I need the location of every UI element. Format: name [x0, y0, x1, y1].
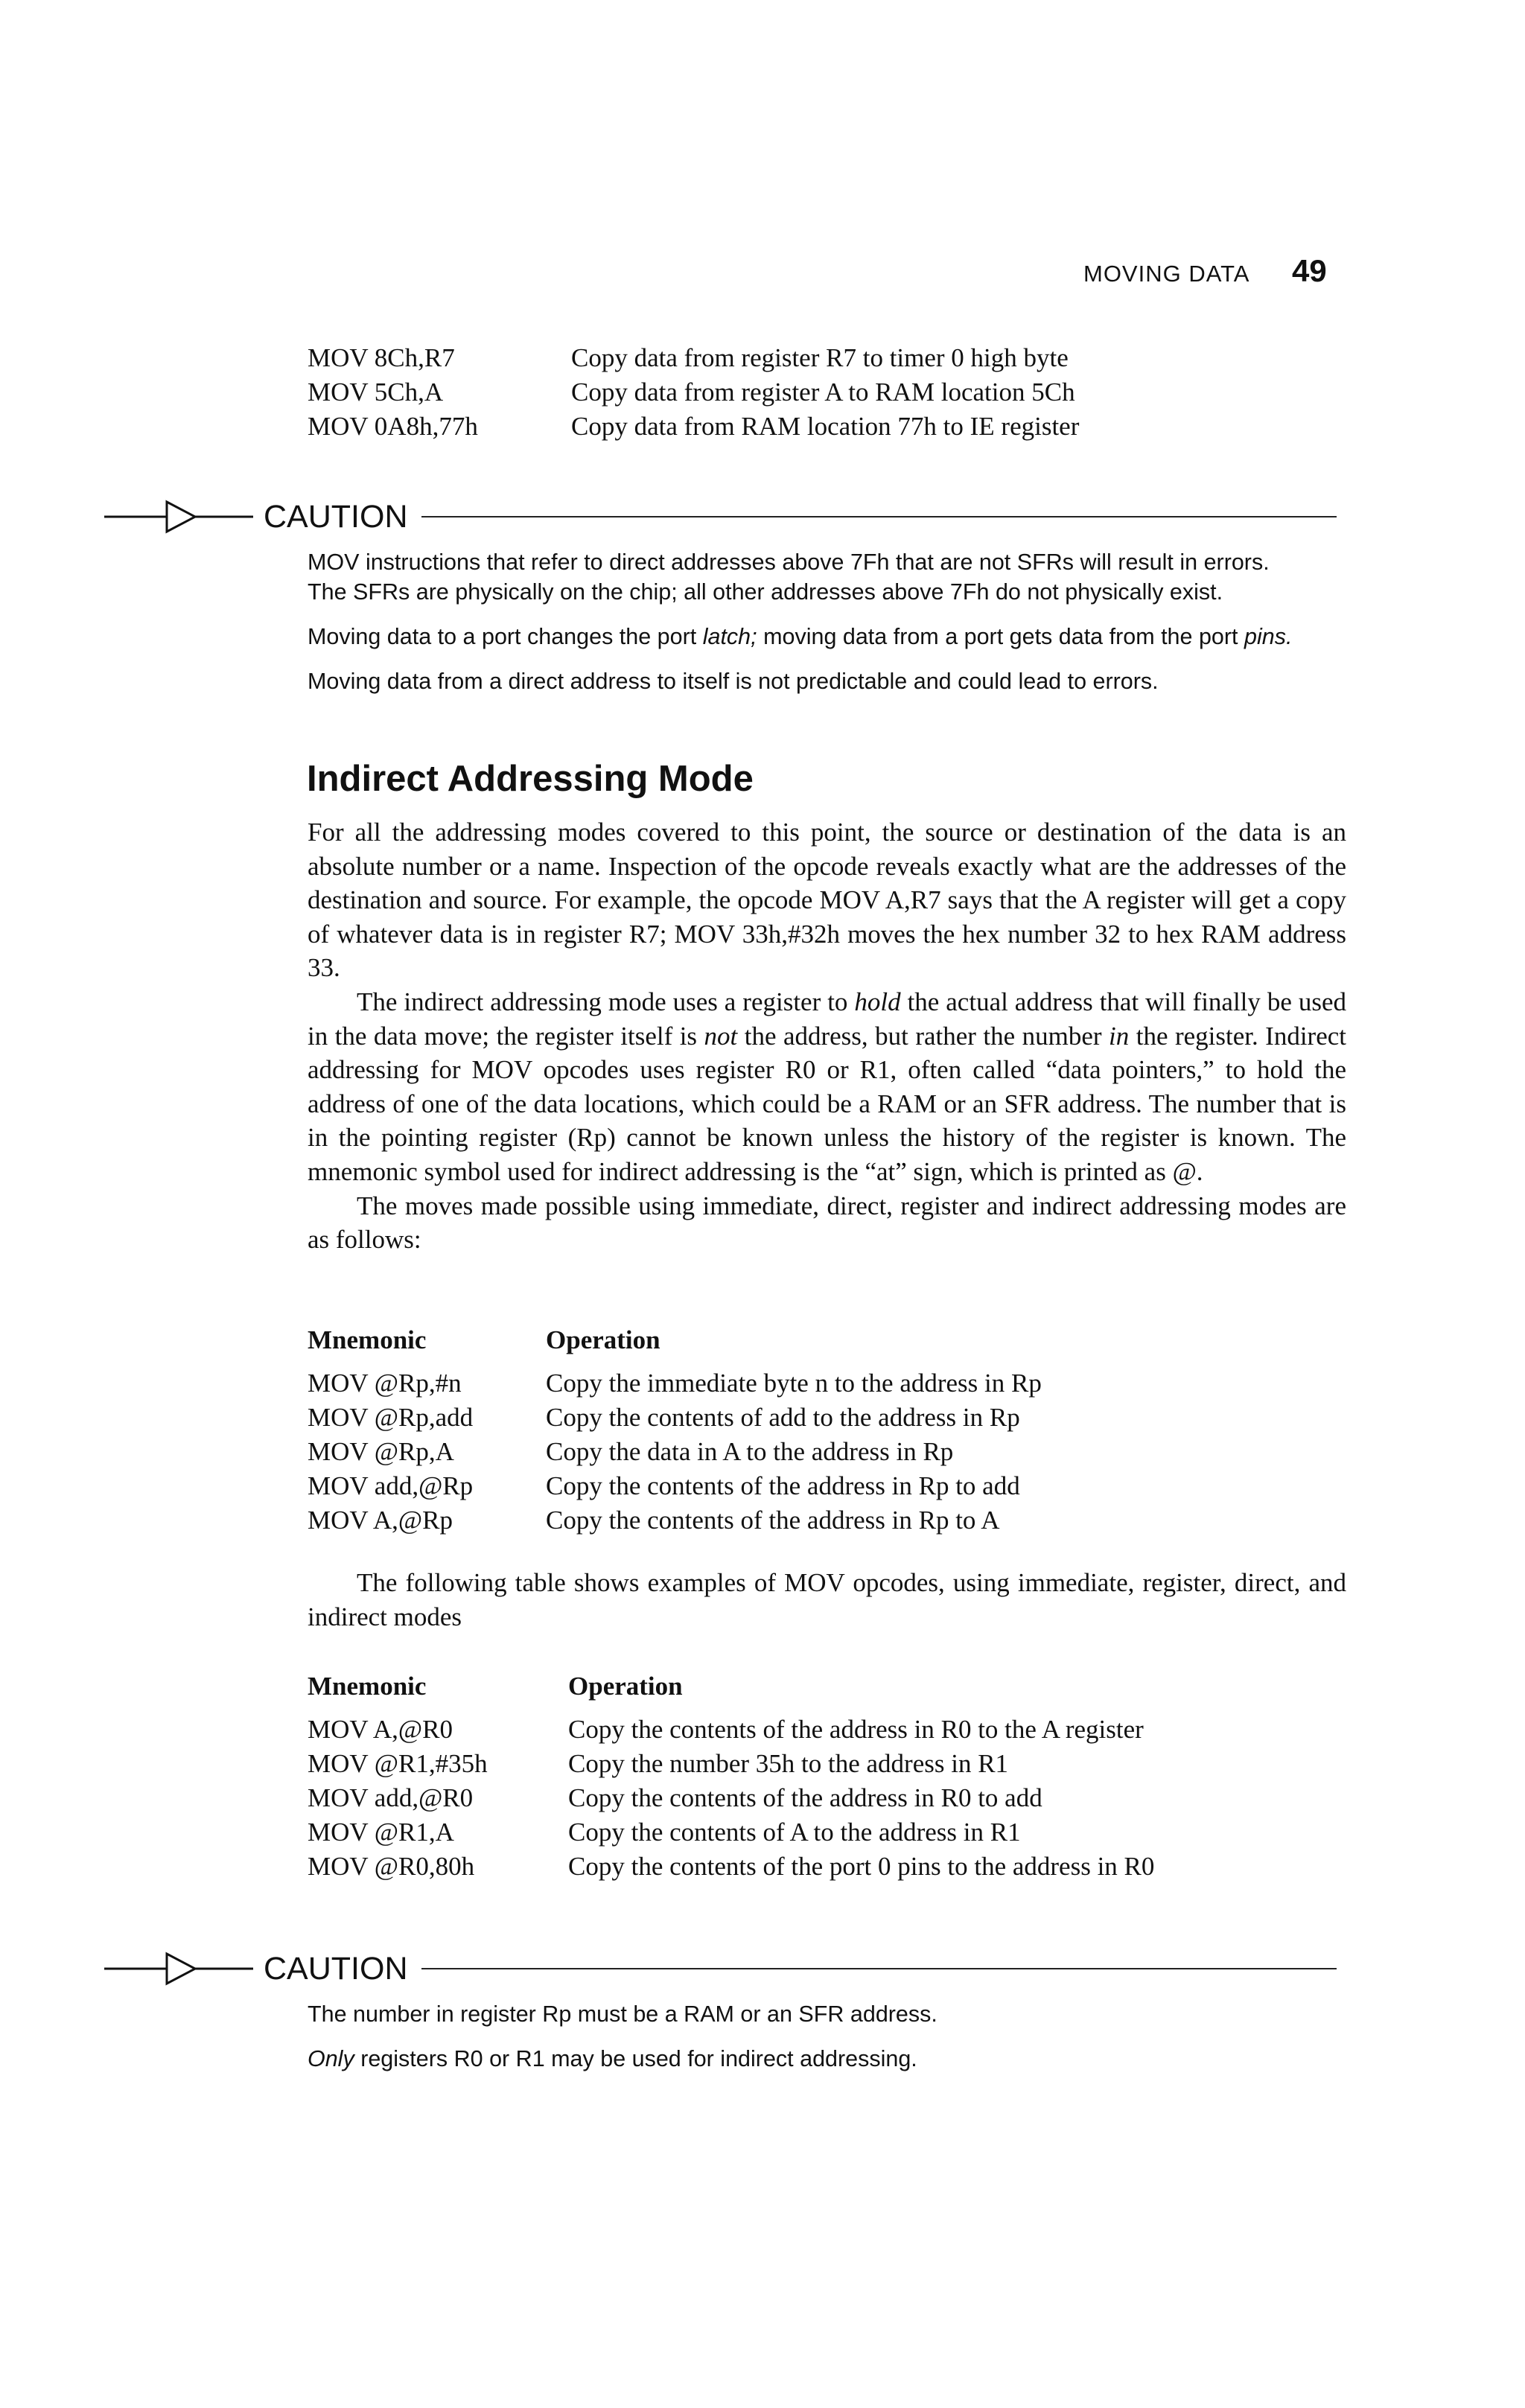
emphasis-text: in — [1109, 1021, 1130, 1051]
emphasis-text: Only — [308, 2046, 354, 2071]
mnemonic-cell: MOV 0A8h,77h — [308, 412, 478, 441]
caution-label: CAUTION — [264, 1950, 408, 1987]
operation-cell: Copy the contents of the port 0 pins to the address in R0 — [568, 1852, 1155, 1881]
operation-cell: Copy the immediate byte n to the address in Rp — [546, 1369, 1042, 1398]
table-row — [308, 1503, 1042, 1538]
operation-cell: Copy data from RAM location 77h to IE register — [571, 412, 1080, 441]
mnemonic-cell: MOV @R1,#35h — [308, 1749, 488, 1778]
operation-cell: Copy the data in A to the address in Rp — [546, 1437, 954, 1466]
operation-cell: Copy the contents of the address in R0 to add — [568, 1783, 1042, 1812]
caution-rule — [421, 516, 1337, 517]
text-run: the actual address that will finally be used in the data move; the register itself is — [308, 987, 1346, 1051]
column-header-operation: Operation — [568, 1672, 683, 1701]
text-run: Moving data to a port changes the port — [308, 624, 703, 649]
body-paragraph: The moves made possible using immediate, direct, register and indirect addressing modes are as follows: — [308, 1191, 1346, 1255]
table-header-row — [308, 1669, 1154, 1704]
emphasis-text: pins. — [1244, 624, 1293, 649]
caution-paragraph: The number in register Rp must be a RAM or an SFR address. — [308, 2001, 937, 2027]
operation-cell: Copy data from register R7 to timer 0 high byte — [571, 343, 1069, 372]
caution-rule — [421, 1968, 1337, 1969]
running-header-title: MOVING DATA — [1083, 261, 1250, 287]
caution-text — [308, 547, 1350, 711]
emphasis-text: latch; — [702, 624, 757, 649]
operation-cell: Copy the contents of the address in Rp to A — [546, 1506, 1000, 1535]
operation-cell: Copy the contents of A to the address in R1 — [568, 1818, 1021, 1847]
mnemonic-cell: MOV @R1,A — [308, 1818, 454, 1847]
body-text — [308, 815, 1346, 1257]
table-header-row — [308, 1323, 1042, 1357]
table-row — [308, 1401, 1042, 1435]
page-number: 49 — [1292, 253, 1327, 288]
body-text — [308, 1566, 1346, 1634]
mnemonic-cell: MOV add,@R0 — [308, 1783, 474, 1812]
caution-heading — [104, 494, 1337, 539]
mnemonic-cell: MOV A,@Rp — [308, 1506, 453, 1535]
operation-cell: Copy the contents of the address in Rp to add — [546, 1471, 1020, 1500]
caution-text — [308, 1999, 1350, 2089]
text-run: moving data from a port gets data from the port — [757, 624, 1244, 649]
text-run: the register. Indirect addressing for MOV opcodes uses register R0 or R1, often called “data pointers,” to hold the address of one of the data locations, which could be a RAM or an SFR address. The number that is in the pointing register (Rp) cannot be known unless the history of the register is known. The mnemonic symbol used for indirect addressing is the “at” sign, which is printed as @. — [308, 1021, 1347, 1186]
addressing-modes-table — [308, 1323, 1042, 1538]
caution-paragraph — [308, 622, 1350, 652]
table-row — [308, 410, 1079, 444]
table-row — [308, 1366, 1042, 1401]
body-paragraph: The following table shows examples of MOV opcodes, using immediate, register, direct, and indirect modes — [308, 1568, 1346, 1631]
column-header-mnemonic: Mnemonic — [308, 1672, 427, 1701]
table-row — [308, 1781, 1154, 1815]
direct-examples-table — [308, 341, 1079, 444]
mnemonic-cell: MOV @Rp,add — [308, 1403, 474, 1432]
body-paragraph — [308, 985, 1346, 1189]
mnemonic-cell: MOV @R0,80h — [308, 1852, 475, 1881]
mnemonic-cell: MOV 5Ch,A — [308, 378, 444, 407]
mnemonic-cell: MOV A,@R0 — [308, 1715, 453, 1744]
caution-line: The SFRs are physically on the chip; all other addresses above 7Fh do not physically exist. — [308, 579, 1223, 605]
text-run: registers R0 or R1 may be used for indirect addressing. — [354, 2046, 917, 2071]
table-row — [308, 1469, 1042, 1503]
table-row — [308, 1435, 1042, 1469]
caution-line: MOV instructions that refer to direct addresses above 7Fh that are not SFRs will result in errors. — [308, 550, 1270, 575]
operation-cell: Copy the contents of the address in R0 to the A register — [568, 1715, 1144, 1744]
mov-examples-table — [308, 1669, 1154, 1884]
table-row — [308, 1850, 1154, 1884]
table-row — [308, 375, 1079, 410]
caution-label: CAUTION — [264, 498, 408, 535]
mnemonic-cell: MOV 8Ch,R7 — [308, 343, 455, 372]
operation-cell: Copy data from register A to RAM location 5Ch — [571, 378, 1075, 407]
caution-arrow-icon — [104, 1946, 261, 1991]
mnemonic-cell: MOV @Rp,A — [308, 1437, 454, 1466]
text-run: The indirect addressing mode uses a register to — [357, 987, 855, 1016]
table-row — [308, 341, 1079, 375]
text-run: the address, but rather the number — [737, 1021, 1109, 1051]
caution-paragraph — [308, 2044, 1350, 2074]
mnemonic-cell: MOV @Rp,#n — [308, 1369, 462, 1398]
operation-cell: Copy the contents of add to the address in Rp — [546, 1403, 1020, 1432]
table-row — [308, 1815, 1154, 1850]
operation-cell: Copy the number 35h to the address in R1 — [568, 1749, 1009, 1778]
mnemonic-cell: MOV add,@Rp — [308, 1471, 474, 1500]
caution-paragraph: Moving data from a direct address to itself is not predictable and could lead to errors. — [308, 669, 1159, 694]
caution-arrow-icon — [104, 494, 261, 539]
section-heading: Indirect Addressing Mode — [307, 759, 754, 799]
column-header-operation: Operation — [546, 1325, 660, 1354]
body-paragraph: For all the addressing modes covered to this point, the source or destination of the data is an absolute number or a name. Inspection of the opcode reveals exactly what are the addresses of the destination and source. For example, the opcode MOV A,R7 says that the A register will get a copy of whatever data is in register R7; MOV 33h,#32h moves the hex number 32 to hex RAM address 33. — [308, 818, 1346, 983]
emphasis-text: hold — [854, 987, 901, 1016]
table-row — [308, 1713, 1154, 1747]
column-header-mnemonic: Mnemonic — [308, 1325, 427, 1354]
emphasis-text: not — [704, 1021, 738, 1051]
caution-heading — [104, 1946, 1337, 1991]
caution-paragraph — [308, 547, 1350, 607]
table-row — [308, 1747, 1154, 1781]
